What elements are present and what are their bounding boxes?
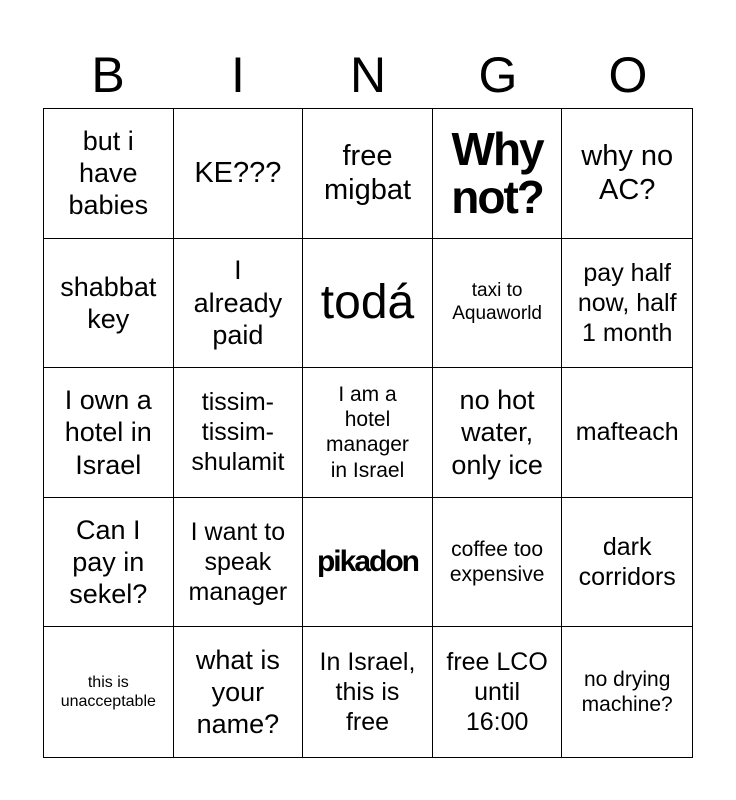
bingo-cell-r2c2[interactable] xyxy=(174,239,304,369)
bingo-cell-r3c3[interactable] xyxy=(303,368,433,498)
bingo-cell-r3c5[interactable] xyxy=(562,368,692,498)
bingo-cell-r4c2[interactable] xyxy=(174,498,304,628)
cell-text: no drying machine? xyxy=(581,668,673,717)
header-letter-i: I xyxy=(231,47,245,103)
cell-text: pay half now, half 1 month xyxy=(577,258,677,347)
cell-text: no hot water, only ice xyxy=(451,384,543,480)
bingo-cell-r5c1[interactable] xyxy=(44,627,174,757)
bingo-cell-r5c4[interactable] xyxy=(433,627,563,757)
bingo-cell-r4c4[interactable] xyxy=(433,498,563,628)
bingo-cell-r4c3[interactable] xyxy=(303,498,433,628)
cell-text: what is your name? xyxy=(195,644,280,740)
bingo-cell-r5c2[interactable] xyxy=(174,627,304,757)
cell-text: Can I pay in sekel? xyxy=(69,514,148,610)
cell-text: dark corridors xyxy=(578,533,676,592)
cell-text: free LCO until 16:00 xyxy=(446,648,548,737)
cell-text: taxi to Aquaworld xyxy=(452,280,542,324)
bingo-card xyxy=(43,108,693,758)
cell-text: tissim- tissim- shulamit xyxy=(191,388,285,477)
header-letter-g: G xyxy=(478,47,518,103)
cell-text: why no AC? xyxy=(581,139,674,207)
cell-text: I own a hotel in Israel xyxy=(64,384,152,480)
cell-text: In Israel, this is free xyxy=(319,648,416,737)
cell-text: todá xyxy=(320,276,415,330)
bingo-cell-r3c1[interactable] xyxy=(44,368,174,498)
bingo-cell-r1c1[interactable] xyxy=(44,109,174,239)
cell-text: mafteach xyxy=(575,418,679,447)
bingo-cell-r2c5[interactable] xyxy=(562,239,692,369)
header-letter-b: B xyxy=(91,47,125,103)
bingo-cell-r4c5[interactable] xyxy=(562,498,692,628)
header-letter-n: N xyxy=(349,47,387,103)
bingo-cell-r1c5[interactable] xyxy=(562,109,692,239)
bingo-header xyxy=(43,42,693,108)
cell-text: but i have babies xyxy=(68,125,149,221)
bingo-cell-r4c1[interactable] xyxy=(44,498,174,628)
cell-text: coffee too expensive xyxy=(449,537,545,587)
cell-text: I want to speak manager xyxy=(188,518,288,607)
bingo-cell-r3c4[interactable] xyxy=(433,368,563,498)
bingo-cell-r5c5[interactable] xyxy=(562,627,692,757)
bingo-cell-r2c4[interactable] xyxy=(433,239,563,369)
bingo-cell-r3c2[interactable] xyxy=(174,368,304,498)
cell-text: I am a hotel manager in Israel xyxy=(326,383,409,482)
bingo-cell-r1c2[interactable] xyxy=(174,109,304,239)
cell-text: Why not? xyxy=(451,123,543,224)
bingo-cell-r2c1[interactable] xyxy=(44,239,174,369)
bingo-cell-r1c4[interactable] xyxy=(433,109,563,239)
cell-text: KE??? xyxy=(194,156,282,189)
bingo-cell-r2c3[interactable] xyxy=(303,239,433,369)
pikadon-logo: pikadon xyxy=(316,545,418,579)
cell-text: shabbat key xyxy=(60,271,157,334)
bingo-cell-r1c3[interactable] xyxy=(303,109,433,239)
bingo-cell-r5c3[interactable] xyxy=(303,627,433,757)
cell-text: free migbat xyxy=(323,139,412,207)
cell-text: I already paid xyxy=(193,255,283,351)
header-letter-o: O xyxy=(608,47,648,103)
cell-text: this is unacceptable xyxy=(60,674,156,711)
